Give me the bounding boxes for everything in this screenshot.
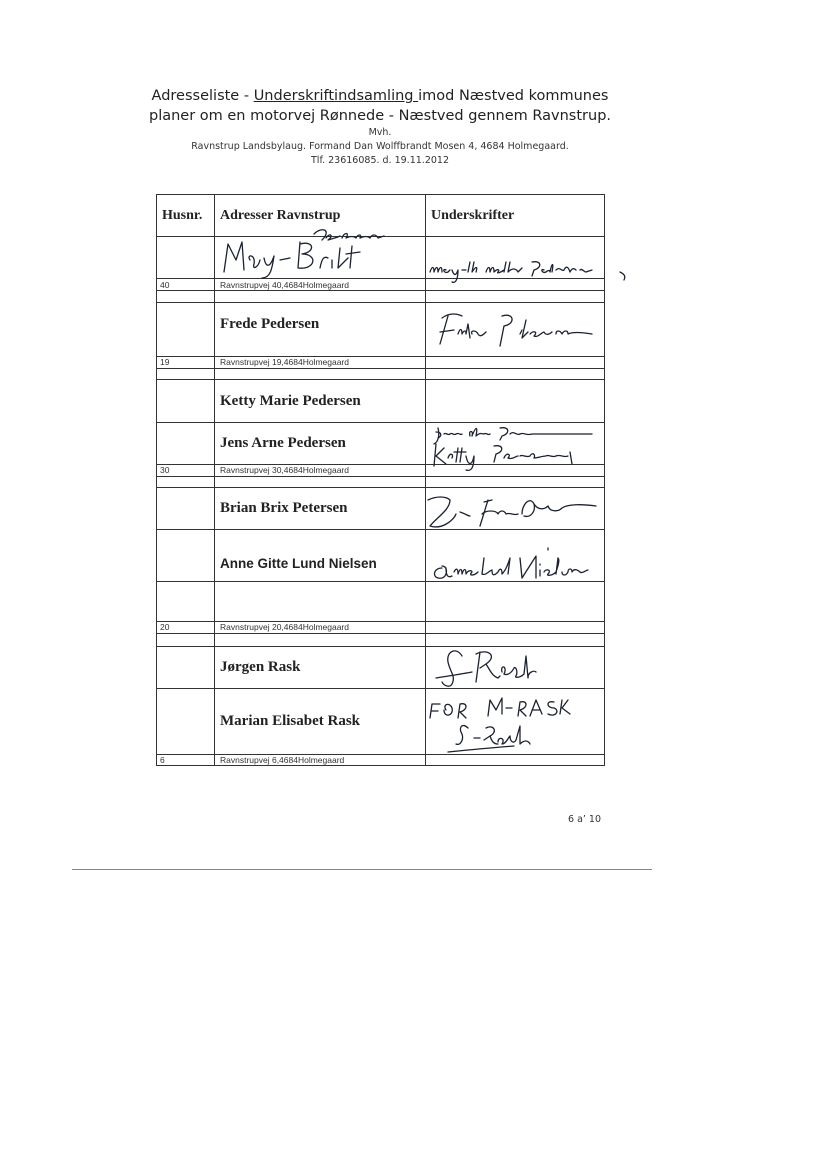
title-line-1 [0, 86, 760, 106]
column-header-adresser: Adresser Ravnstrup [220, 208, 341, 223]
signature-table [156, 194, 605, 766]
resident-name: Brian Brix Petersen [220, 500, 348, 516]
greeting-line: Mvh. [368, 127, 392, 138]
table-rule-vertical [214, 194, 215, 766]
title-line-2: planer om en motorvej Rønnede - Næstved gennem Ravnstrup. [148, 108, 612, 124]
table-rule-vertical [156, 194, 157, 766]
title-suffix: imod Næstved kommunes [418, 88, 609, 104]
address-row-40: Ravnstrupvej 40,4684Holmegaard [220, 280, 349, 290]
contact-date-line: Tlf. 23616085. d. 19.11.2012 [311, 155, 449, 166]
table-rule [156, 379, 605, 380]
signature-jens-arne-and-ketty-pedersen [432, 422, 622, 470]
title-underlined: Underskriftindsamling [253, 88, 419, 104]
house-number-19: 19 [160, 357, 170, 367]
address-row-30: Ravnstrupvej 30,4684Holmegaard [220, 465, 349, 475]
sender-line: Ravnstrup Landsbylaug. Formand Dan Wolffbrandt Mosen 4, 4684 Holmegaard. [191, 141, 569, 152]
scan-edge-line [72, 869, 652, 870]
address-row-20: Ravnstrupvej 20,4684Holmegaard [220, 622, 349, 632]
resident-name: Jens Arne Pedersen [220, 435, 346, 451]
handwritten-name-may-britt [218, 224, 418, 280]
resident-name: Marian Elisabet Rask [220, 713, 361, 729]
title-prefix: Adresseliste - [151, 88, 254, 104]
table-rule [156, 302, 605, 303]
page-number: 6 a’ 10 [568, 814, 602, 825]
table-rule [156, 765, 605, 766]
signature-may-britt-moller-pedersen [426, 258, 641, 288]
address-row-19: Ravnstrupvej 19,4684Holmegaard [220, 357, 349, 367]
resident-name: Ketty Marie Pedersen [220, 393, 361, 409]
column-header-underskrifter: Underskrifter [431, 208, 515, 223]
house-number-30: 30 [160, 465, 170, 475]
resident-name: Frede Pedersen [220, 316, 320, 332]
house-number-40: 40 [160, 280, 170, 290]
signature-j-rask [428, 642, 538, 692]
resident-name: Anne Gitte Lund Nielsen [220, 556, 377, 571]
handwritten-for-m-rask-and-signature [428, 694, 593, 760]
table-rule [156, 476, 605, 477]
table-rule [156, 368, 605, 369]
table-rule [156, 633, 605, 634]
table-rule [156, 194, 605, 195]
signature-brian-brix-petersen [426, 490, 601, 534]
resident-name: Jørgen Rask [220, 659, 301, 675]
house-number-20: 20 [160, 622, 170, 632]
signature-anne-gitte-lund-nielsen [428, 544, 603, 584]
signature-frede-pedersen [432, 308, 602, 348]
table-rule [156, 487, 605, 488]
column-header-husnr: Husnr. [162, 208, 203, 223]
house-number-6: 6 [160, 755, 165, 765]
table-rule [156, 290, 605, 291]
address-row-6: Ravnstrupvej 6,4684Holmegaard [220, 755, 345, 765]
document-header [0, 86, 760, 168]
